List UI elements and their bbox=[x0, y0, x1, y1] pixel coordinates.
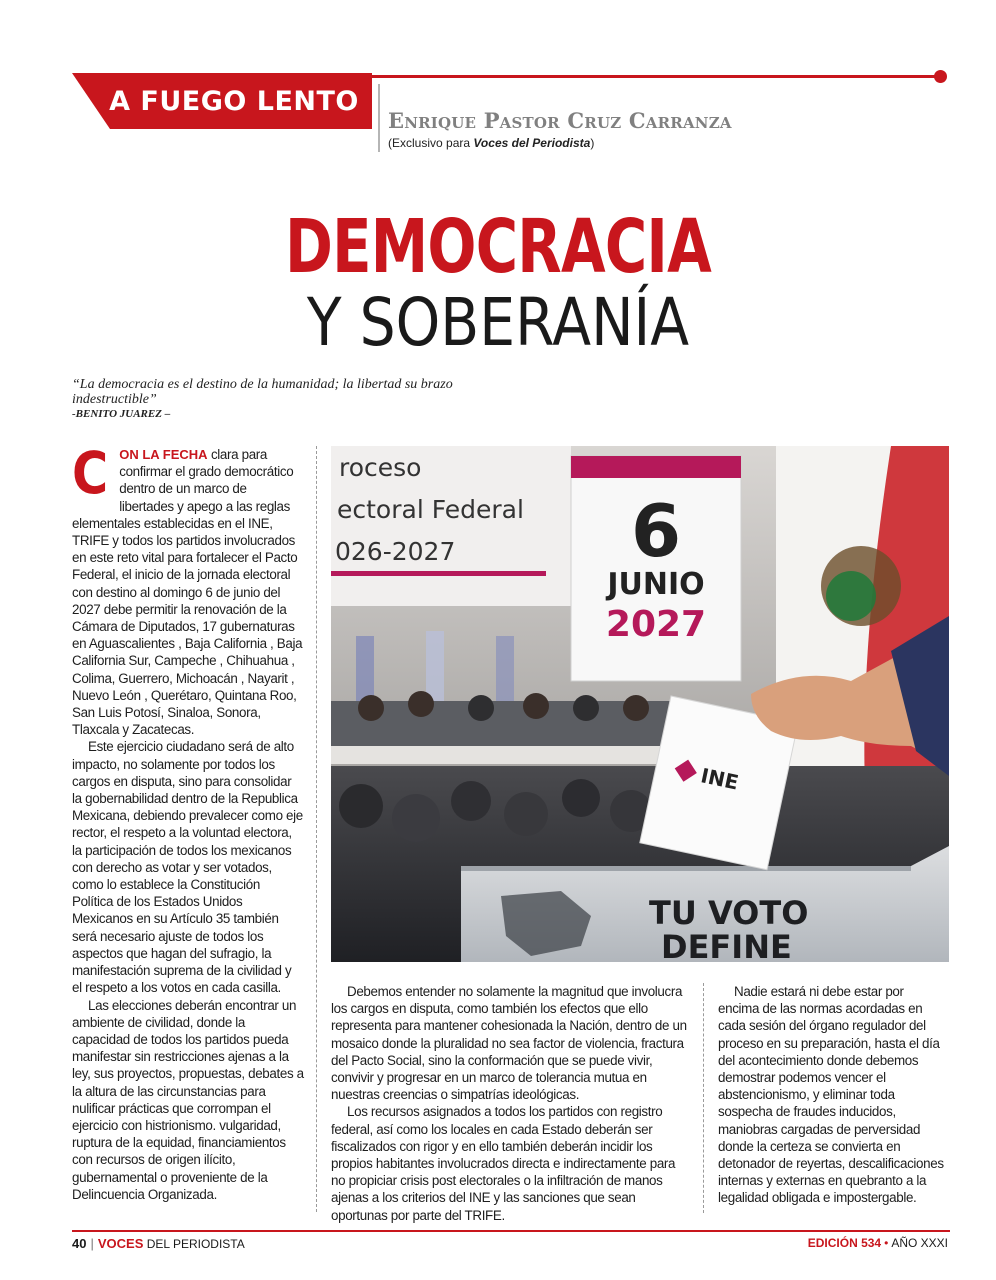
calendar-day: 6 bbox=[630, 489, 682, 573]
lead-in: ON LA FECHA bbox=[119, 447, 208, 462]
article-column-3 bbox=[718, 983, 948, 1207]
edition-year: AÑO XXXI bbox=[891, 1236, 948, 1250]
epigraph-author: -BENITO JUAREZ – bbox=[72, 408, 171, 420]
paragraph-2: Este ejercicio ciudadano será de alto impacto, no solamente por todos los cargos en disputa, sino para consolidar la gobernabilidad dentro de la Republica Mexicana, debiendo prevalecer como eje rector, el respeto a la voluntad electora, la participación de todos los mexicanos con derecho as votar y ser votados, como lo establece la Constitución Política de los Estados Unidos Mexicanos en su Artículo 35 también será necesario ajuste de todos los aspectos que hagan del sufragio, la manifestación suprema de la civilidad y el respeto a los votos en cada casilla. bbox=[72, 739, 303, 996]
page-number: 40 bbox=[72, 1236, 87, 1251]
author-name: Enrique Pastor Cruz Carranza bbox=[388, 108, 732, 133]
banner-line-3: 026-2027 bbox=[335, 537, 456, 566]
footer-brand: VOCES bbox=[97, 1236, 144, 1251]
article-column-1 bbox=[72, 439, 304, 1203]
column-divider-2 bbox=[703, 983, 705, 1213]
footer-page-info bbox=[72, 1236, 245, 1251]
paragraph-3: Las elecciones deberán encontrar un ambiente de civilidad, donde la capacidad de todos los partidos pueda manifestar sin restricciones ajenas a la ley, sus proyectos, propuestas, debates a la altura de las circunstancias para nulificar prácticas que corrompan el ejercicio con histrionismo. vulgaridad, ruptura de la equidad, financiamientos con recursos de origen ilícito, gubernamental o proveniente de la Delincuencia Organizada. bbox=[72, 997, 304, 1202]
footer-brand-rest: DEL PERIODISTA bbox=[143, 1237, 245, 1251]
headline: DEMOCRACIA bbox=[284, 204, 712, 290]
banner-line-1: roceso bbox=[339, 453, 422, 482]
article-photo bbox=[331, 446, 949, 962]
paragraph-5: Los recursos asignados a todos los partidos con registro federal, así como los locales en cada Estado deberán ser fiscalizados con rigor y en ello también deberán incidir los propios habitantes involucrados directa e indirectamente para no propiciar crisis post electorales o la infiltración de manos ajenas a los criterios del INE y las sanciones que sean oportunas por parte del TRIFE. bbox=[331, 1104, 676, 1223]
paragraph-4: Debemos entender no solamente la magnitud que involucra los cargos en disputa, como también los efectos que ello representa para mantener cohesionada la Nación, dentro de un mosaico donde la pluralidad no sea factor de violencia, fractura del Pacto Social, sino la conformación que se puede vivir, convivir y progresar en un marco de tolerancia mutua en nuestras creencias o simpatrías ideológicas. bbox=[331, 984, 687, 1103]
footer-edition bbox=[808, 1236, 948, 1250]
article-column-2 bbox=[331, 983, 687, 1224]
footer-divider: | bbox=[90, 1236, 94, 1251]
header-divider bbox=[378, 84, 380, 152]
author-note bbox=[388, 136, 594, 150]
banner-line-2: ectoral Federal bbox=[337, 495, 524, 524]
footer-bullet: • bbox=[884, 1236, 889, 1250]
footer-rule bbox=[72, 1230, 950, 1232]
author-note-prefix: (Exclusivo para bbox=[388, 136, 474, 150]
ballot-box-text-2: DEFINE bbox=[661, 928, 792, 962]
paragraph-6: Nadie estará ni debe estar por encima de las normas acordadas en cada sesión del órgano regulador del proceso en su preparación, hasta el día del acontecimiento donde debemos demostrar podemos vencer el abstencionismo, y eliminar toda sospecha de fraudes inducidos, maniobras cargadas de perversidad donde la certeza se convierta en detonador de reyertas, descalificaciones internas y externas en quebranto a la legalidad obligada e impostergable. bbox=[718, 984, 944, 1206]
ballot-box-text-1: TU VOTO bbox=[649, 894, 809, 932]
column-divider-1 bbox=[316, 446, 318, 1212]
edition-number: EDICIÓN 534 bbox=[807, 1236, 882, 1250]
section-tag bbox=[72, 73, 372, 129]
paragraph-1-text: clara para confirmar el grado democrático dentro de un marco de libertades y apego a las reglas elementales establecidas en el INE, TRIFE y todos los partidos involucrados en este reto vital para fortalecer el Pacto Federal, el inicio de la jornada electoral con destino al domingo 6 de junio del 2027 debe permitir la renovación de la Cámara de Diputados, 17 gubernaturas en Aguascalientes , Baja California , Baja California Sur, Campeche , Chihuahua , Colima, Guerrero, Michoacán , Nayarit , Nuevo León , Querétaro, Quintana Roo, San Luis Potosí, Sinaloa, Sonora, Tlaxcala y Zacatecas. bbox=[72, 447, 303, 738]
author-note-suffix: ) bbox=[590, 136, 595, 150]
subheadline: Y SOBERANÍA bbox=[306, 284, 690, 361]
header-rule-dot bbox=[934, 70, 947, 83]
paragraph-1 bbox=[72, 439, 304, 738]
author-note-brand: Voces del Periodista bbox=[473, 136, 591, 150]
ballot-logo: INE bbox=[698, 763, 741, 795]
photo-illustration bbox=[331, 446, 949, 962]
section-tag-label: A FUEGO LENTO bbox=[109, 85, 359, 117]
drop-cap: C bbox=[72, 439, 108, 507]
calendar-year: 2027 bbox=[605, 604, 707, 645]
epigraph-quote: “La democracia es el destino de la humanidad; la libertad su brazo indestructible” bbox=[72, 377, 453, 407]
calendar-month: JUNIO bbox=[607, 567, 705, 602]
